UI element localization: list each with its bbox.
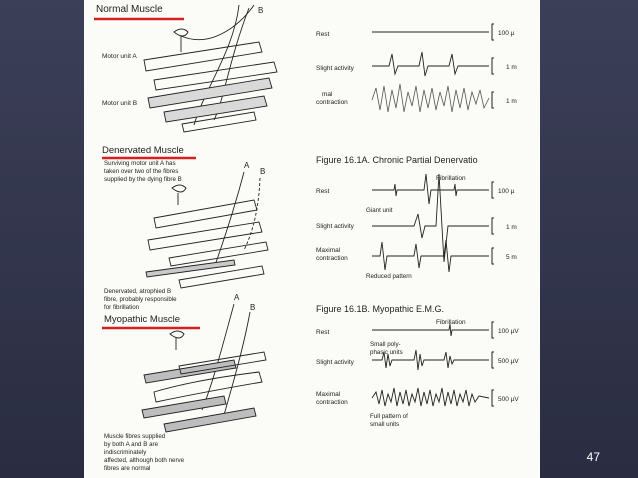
emg-normal-max-scale-bracket: [492, 92, 494, 108]
denervated-muscle-title: Denervated Muscle: [102, 145, 184, 156]
emg-myopathic-title: Figure 16.1B. Myopathic E.M.G.: [316, 304, 445, 314]
myopathic-label-a: A: [234, 293, 240, 302]
emg-denervation-max-scale-bracket: [492, 248, 494, 264]
emg-denervation-max-label-1: Maximal: [316, 247, 341, 254]
myopathic-caption-2: by both A and B are: [104, 441, 159, 448]
denervated-label-a: A: [244, 161, 250, 170]
emg-normal-max-scale: 1 m: [506, 98, 517, 105]
myopathic-muscle-panel: [102, 293, 266, 472]
emg-myopathic-full-pattern-2: small units: [370, 421, 400, 428]
emg-normal-rest-scale-bracket: [492, 24, 494, 40]
emg-myopathic-full-pattern-1: Full pattern of: [370, 413, 408, 420]
emg-myopathic-rest-scale: 100 µV: [498, 328, 519, 335]
emg-denervation-slight-trace: [372, 174, 489, 262]
emg-myopathic-rest-label: Rest: [316, 329, 330, 336]
emg-denervation-slight-label: Slight activity: [316, 223, 354, 230]
emg-myopathic-slight-scale: 500 µV: [498, 358, 519, 365]
normal-muscle-panel: [94, 4, 277, 132]
denervated-caption-top-1: Surviving motor unit A has: [104, 160, 176, 167]
emg-denervation-slight-scale-bracket: [492, 218, 494, 234]
emg-normal-slight-label: Slight activity: [316, 65, 354, 72]
emg-denervation-panel: [316, 155, 517, 280]
emg-denervation-fibrillation: Fibrillation: [436, 175, 466, 182]
myopathic-caption-5: fibres are normal: [104, 465, 151, 472]
myopathic-muscle-title: Myopathic Muscle: [104, 314, 181, 325]
emg-myopathic-max-trace: [372, 388, 489, 406]
emg-denervation-reduced: Reduced pattern: [366, 273, 412, 280]
emg-denervation-rest-scale-bracket: [492, 182, 494, 198]
emg-myopathic-fibrillation: Fibrillation: [436, 319, 466, 326]
emg-normal-slight-trace: [372, 52, 489, 76]
emg-normal-panel: [316, 24, 517, 112]
emg-denervation-slight-scale: 1 m: [506, 224, 517, 231]
denervated-label-b: B: [260, 167, 266, 176]
emg-myopathic-max-label-2: contraction: [316, 399, 348, 406]
emg-normal-slight-scale: 1 m: [506, 64, 517, 71]
normal-muscle-title: Normal Muscle: [96, 4, 163, 15]
slide-number: 47: [586, 450, 600, 464]
emg-denervation-title: Figure 16.1A. Chronic Partial Denervatio: [316, 155, 478, 165]
emg-normal-rest-label: Rest: [316, 31, 330, 38]
emg-myopathic-rest-trace: [372, 324, 489, 336]
emg-myopathic-small-units-2: phasic units: [370, 349, 403, 356]
denervated-caption-bottom-2: fibre, probably responsible: [104, 296, 177, 303]
emg-denervation-rest-trace: [372, 174, 489, 204]
normal-label-b: B: [258, 6, 264, 15]
figure-svg: [84, 0, 540, 478]
emg-normal-max-label-1: mal: [322, 91, 333, 98]
myopathic-label-b: B: [250, 303, 256, 312]
emg-myopathic-max-scale-bracket: [492, 390, 494, 406]
emg-normal-max-label-2: contraction: [316, 99, 348, 106]
denervated-muscle-drawing: [146, 172, 268, 288]
emg-myopathic-rest-scale-bracket: [492, 322, 494, 338]
denervated-caption-bottom-3: for fibrillation: [104, 304, 140, 311]
myopathic-caption-1: Muscle fibres supplied: [104, 433, 166, 440]
emg-myopathic-max-label-1: Maximal: [316, 391, 341, 398]
emg-denervation-max-label-2: contraction: [316, 255, 348, 262]
emg-denervation-max-scale: 5 m: [506, 254, 517, 261]
myopathic-caption-4: affected, although both nerve: [104, 457, 185, 464]
motor-unit-b-label: Motor unit B: [102, 100, 138, 107]
emg-denervation-rest-scale: 100 µ: [498, 188, 515, 195]
emg-normal-slight-scale-bracket: [492, 58, 494, 74]
denervated-muscle-panel: [102, 145, 268, 311]
emg-denervation-giant-unit: Giant unit: [366, 207, 393, 214]
emg-myopathic-panel: [316, 304, 519, 428]
emg-myopathic-slight-label: Slight activity: [316, 359, 354, 366]
emg-myopathic-small-units-1: Small poly-: [370, 341, 401, 348]
emg-normal-rest-scale: 100 µ: [498, 30, 515, 37]
denervated-caption-bottom-1: Denervated, atrophied B: [104, 288, 172, 295]
myopathic-caption-3: indiscriminately: [104, 449, 147, 456]
denervated-caption-top-3: supplied by the dying fibre B: [104, 176, 182, 183]
denervated-caption-top-2: taken over two of the fibres: [104, 168, 179, 175]
motor-unit-a-label: Motor unit A: [102, 53, 137, 60]
emg-myopathic-max-scale: 500 µV: [498, 396, 519, 403]
emg-denervation-rest-label: Rest: [316, 188, 330, 195]
emg-denervation-max-trace: [372, 240, 489, 272]
normal-muscle-drawing: [144, 5, 277, 132]
emg-myopathic-slight-scale-bracket: [492, 352, 494, 368]
figure-page: [84, 0, 540, 478]
emg-normal-max-trace: [372, 84, 489, 112]
